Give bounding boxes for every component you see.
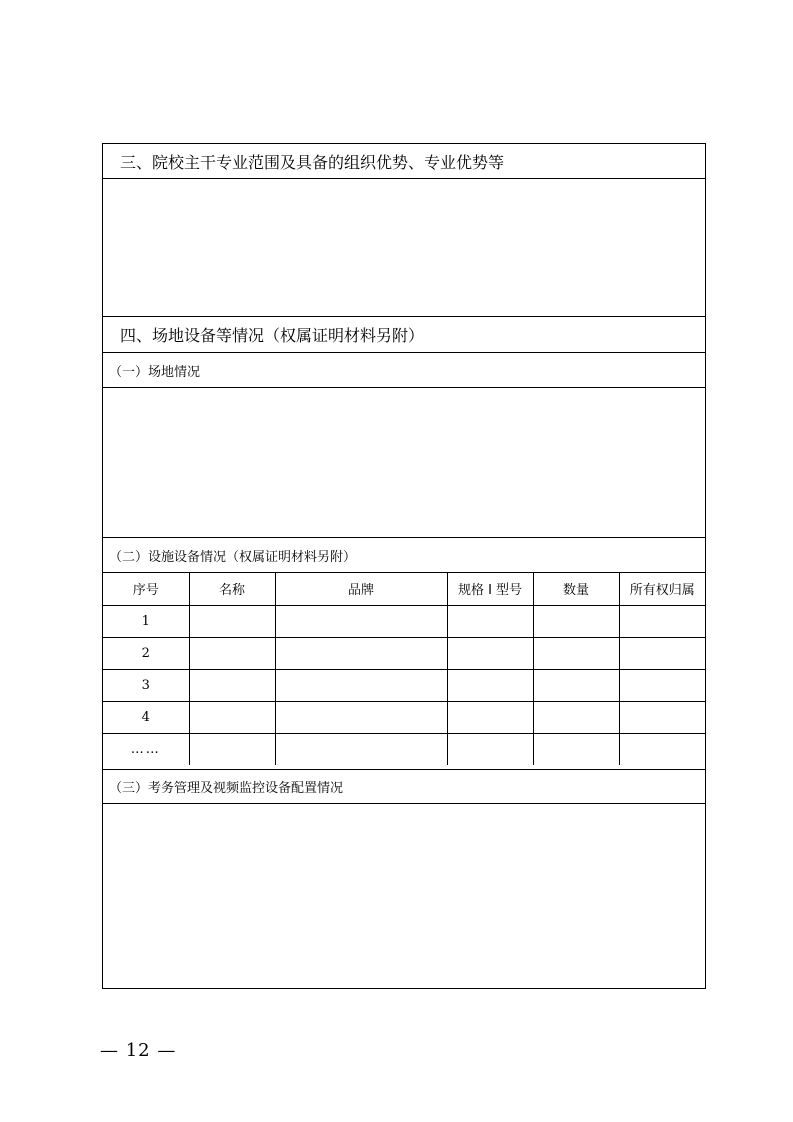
table-cell[interactable]	[275, 733, 447, 765]
form-frame	[102, 143, 706, 989]
table-cell[interactable]	[275, 605, 447, 637]
table-cell[interactable]	[619, 669, 705, 701]
table-cell[interactable]	[189, 733, 275, 765]
table-cell[interactable]	[189, 637, 275, 669]
subsection3-heading	[103, 770, 705, 803]
table-row	[103, 605, 705, 637]
table-cell[interactable]	[189, 605, 275, 637]
surveillance-content-area[interactable]	[103, 804, 705, 988]
table-cell[interactable]	[447, 701, 533, 733]
row-index: 3	[103, 669, 189, 701]
table-row	[103, 733, 705, 765]
header-cell-brand: 品牌	[275, 573, 447, 605]
section4-title: 四、场地设备等情况（权属证明材料另附）	[120, 326, 425, 345]
table-cell[interactable]	[533, 733, 619, 765]
header-cell-index: 序号	[103, 573, 189, 605]
table-row	[103, 669, 705, 701]
table-cell[interactable]	[189, 669, 275, 701]
row-index: 2	[103, 637, 189, 669]
subsection1-title: （一）场地情况	[109, 364, 201, 380]
row-index: 4	[103, 701, 189, 733]
table-cell[interactable]	[447, 669, 533, 701]
table-cell[interactable]	[533, 701, 619, 733]
section4-heading	[103, 317, 705, 352]
header-cell-quantity: 数量	[533, 573, 619, 605]
venue-content-area[interactable]	[103, 388, 705, 537]
subsection2-heading	[103, 538, 705, 572]
subsection3-title: （三）考务管理及视频监控设备配置情况	[109, 781, 344, 796]
table-cell[interactable]	[189, 701, 275, 733]
page-number: — 12 —	[100, 1040, 177, 1061]
table-cell[interactable]	[533, 605, 619, 637]
section3-heading	[103, 144, 705, 178]
table-cell[interactable]	[275, 637, 447, 669]
equipment-table	[103, 573, 705, 765]
table-cell[interactable]	[447, 733, 533, 765]
table-cell[interactable]	[533, 669, 619, 701]
table-cell[interactable]	[619, 701, 705, 733]
table-cell[interactable]	[619, 637, 705, 669]
header-cell-ownership: 所有权归属	[619, 573, 705, 605]
table-cell[interactable]	[619, 733, 705, 765]
table-row	[103, 637, 705, 669]
header-cell-name: 名称	[189, 573, 275, 605]
table-header-row	[103, 573, 705, 605]
table-cell[interactable]	[533, 637, 619, 669]
section3-content-area[interactable]	[103, 179, 705, 316]
row-index: 1	[103, 605, 189, 637]
table-cell[interactable]	[619, 605, 705, 637]
subsection1-heading	[103, 353, 705, 387]
table-row	[103, 701, 705, 733]
row-index-ellipsis: ……	[103, 733, 189, 765]
table-cell[interactable]	[447, 605, 533, 637]
section3-title: 三、院校主干专业范围及具备的组织优势、专业优势等	[120, 152, 505, 172]
subsection2-title: （二）设施设备情况（权属证明材料另附）	[109, 549, 357, 565]
table-cell[interactable]	[447, 637, 533, 669]
table-cell[interactable]	[275, 701, 447, 733]
table-cell[interactable]	[275, 669, 447, 701]
header-cell-model: 规格 I 型号	[447, 573, 533, 605]
